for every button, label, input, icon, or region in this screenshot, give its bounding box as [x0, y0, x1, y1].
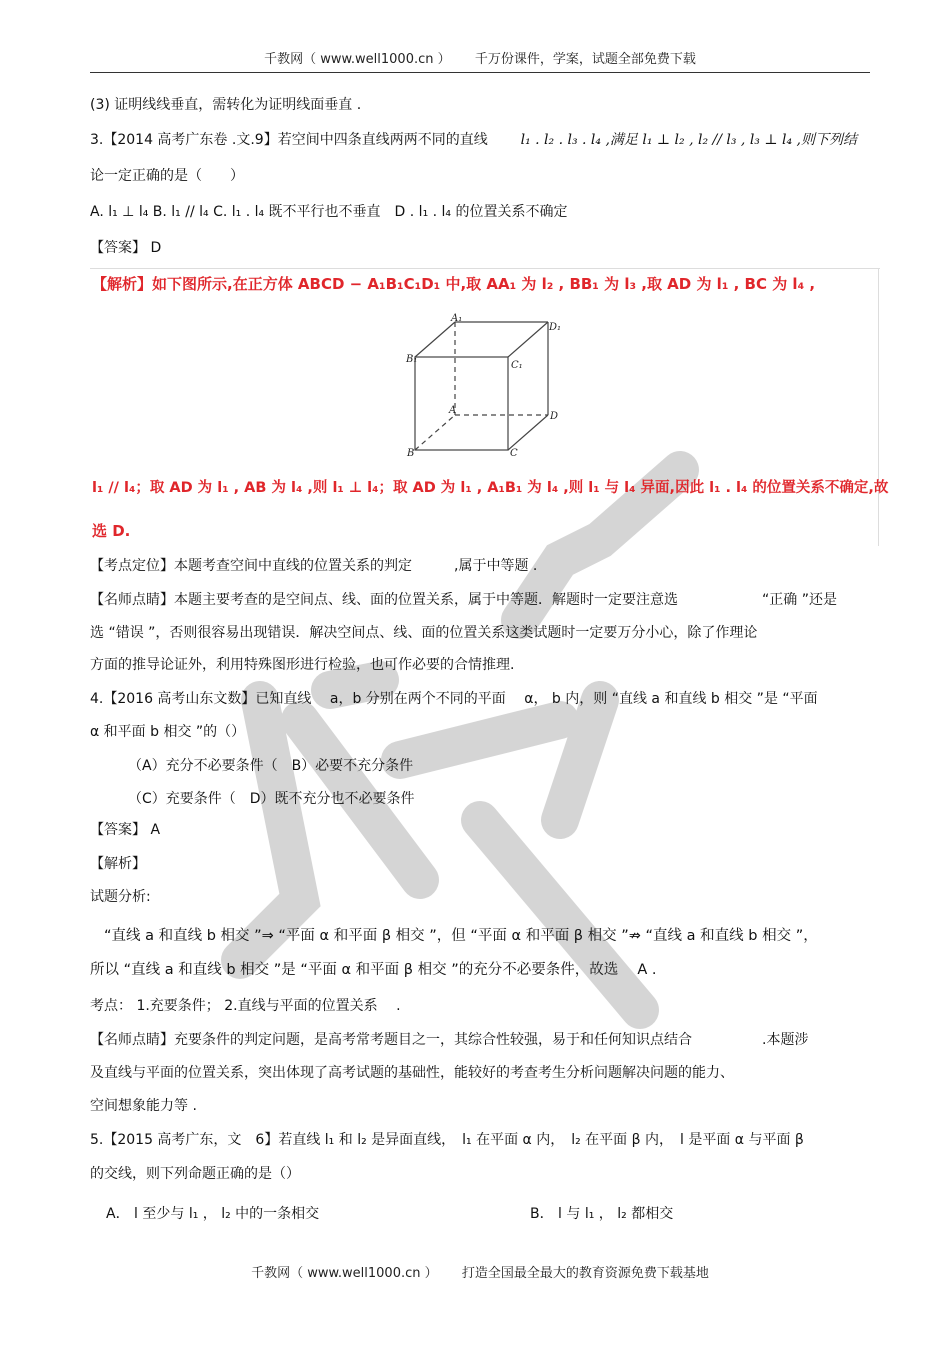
- footer-site: 千教网（ www.well1000.cn ）: [251, 1266, 438, 1281]
- cube-label-a1: A₁: [451, 313, 463, 324]
- text-line: 选 “错误 ”，否则很容易出现错误．解决空间点、线、面的位置关系这类试题时一定要万分小心，除了作理论: [90, 625, 758, 641]
- cube-label-b: B: [407, 448, 415, 459]
- footer-slogan: 打造全国最全最大的教育资源免费下载基地: [461, 1266, 709, 1281]
- question-3-title: 3.【2014 高考广东卷 .文.9】若空间中四条直线两两不同的直线: [90, 132, 488, 148]
- question-4-options-1: （A）充分不必要条件（ B）必要不充分条件: [128, 758, 414, 774]
- cube-label-c1: C₁: [511, 360, 523, 371]
- header-divider: [90, 72, 870, 73]
- cube-front-face: [415, 357, 508, 450]
- key-point: 考点： 1.充要条件； 2.直线与平面的位置关系 .: [90, 998, 401, 1014]
- cube-label-c: C: [510, 448, 518, 459]
- key-point: 【考点定位】本题考查空间中直线的位置关系的判定 ,属于中等题 .: [90, 558, 538, 574]
- question-4-stem: 4.【2016 高考山东文数】已知直线 a，b 分别在两个不同的平面 α， b 内，则 “直线 a 和直线 b 相交 ”是 “平面: [90, 691, 818, 707]
- cube-edge: [415, 322, 455, 357]
- cube-hidden-edge: [415, 415, 455, 450]
- analysis-line-2: l₁ // l₄；取 AD 为 l₁ , AB 为 l₄ ,则 l₁ ⊥ l₄；取 AD 为 l₁ , A₁B₁ 为 l₄ ,则 l₁ 与 l₄ 异面,因此 l₁ . l₄ 的位置关系不确定,故: [92, 480, 889, 496]
- page-footer: [90, 1262, 870, 1281]
- cube-label-a: A: [449, 405, 457, 416]
- text-line: 方面的推导论证外，利用特殊图形进行检验，也可作必要的合情推理.: [90, 657, 515, 673]
- analysis-box-right: [878, 268, 879, 546]
- question-5-option-b: B． l 与 l₁ ， l₂ 都相交: [530, 1206, 674, 1222]
- text-line: α 和平面 b 相交 ”的（）: [90, 724, 246, 740]
- teacher-comment: 【名师点睛】本题主要考查的是空间点、线、面的位置关系，属于中等题．解题时一定要注意选 “正确 ”还是: [90, 592, 837, 608]
- answer-label: 【答案】 A: [90, 822, 161, 838]
- header-slogan: 千万份课件，学案，试题全部免费下载: [474, 52, 696, 67]
- analysis-conclusion: 所以 “直线 a 和直线 b 相交 ”是 “平面 α 和平面 β 相交 ”的充分不必要条件，故选 A .: [90, 962, 657, 978]
- cube-label-d: D: [550, 411, 559, 422]
- analysis-line-3: 选 D.: [92, 522, 131, 540]
- cube-label-d1: D₁: [549, 322, 562, 333]
- analysis-line-1: 【解析】如下图所示,在正方体 ABCD − A₁B₁C₁D₁ 中,取 AA₁ 为 l₂ , BB₁ 为 l₃ ,取 AD 为 l₁ , BC 为 l₄ ,: [92, 275, 816, 293]
- analysis-subtitle: 试题分析:: [90, 889, 151, 905]
- question-3-condition: l₁ . l₂ . l₃ . l₄ ,满足 l₁ ⊥ l₂ , l₂ // l₃ , l₃ ⊥ l₄ ,则下列结: [520, 132, 857, 148]
- page-header: [90, 48, 870, 67]
- question-5-stem: 5.【2015 高考广东，文 6】若直线 l₁ 和 l₂ 是异面直线， l₁ 在平面 α 内， l₂ 在平面 β 内， l 是平面 α 与平面 β: [90, 1132, 804, 1148]
- analysis-box-top: [90, 268, 880, 269]
- analysis-reasoning: “直线 a 和直线 b 相交 ”⇒ “平面 α 和平面 β 相交 ”，但 “平面 α 和平面 β 相交 ”⇏ “直线 a 和直线 b 相交 ”，: [104, 928, 818, 944]
- text-line: 论一定正确的是（ ）: [90, 168, 244, 184]
- analysis-label: 【解析】: [90, 856, 146, 872]
- text-line: 的交线，则下列命题正确的是（）: [90, 1166, 300, 1182]
- cube-edge: [508, 322, 548, 357]
- text-line: (3) 证明线线垂直，需转化为证明线面垂直 .: [90, 97, 362, 113]
- header-site: 千教网（ www.well1000.cn ）: [264, 52, 451, 67]
- text-line: 及直线与平面的位置关系，突出体现了高考试题的基础性，能较好的考查考生分析问题解决问题的能力、: [90, 1065, 734, 1081]
- question-3-stem: [90, 130, 857, 150]
- question-3-options: A. l₁ ⊥ l₄ B. l₁ // l₄ C. l₁ . l₄ 既不平行也不垂直 D . l₁ . l₄ 的位置关系不确定: [90, 204, 568, 220]
- cube-label-b1: B₁: [406, 354, 418, 365]
- question-4-options-2: （C）充要条件（ D）既不充分也不必要条件: [128, 791, 415, 807]
- question-5-option-a: A． l 至少与 l₁ ， l₂ 中的一条相交: [106, 1206, 320, 1222]
- cube-figure: [395, 312, 575, 462]
- teacher-comment: 【名师点睛】充要条件的判定问题，是高考常考题目之一，其综合性较强，易于和任何知识点结合 .本题涉: [90, 1032, 809, 1048]
- cube-edge: [508, 415, 548, 450]
- text-line: 空间想象能力等 .: [90, 1098, 197, 1114]
- answer-label: 【答案】 D: [90, 240, 162, 256]
